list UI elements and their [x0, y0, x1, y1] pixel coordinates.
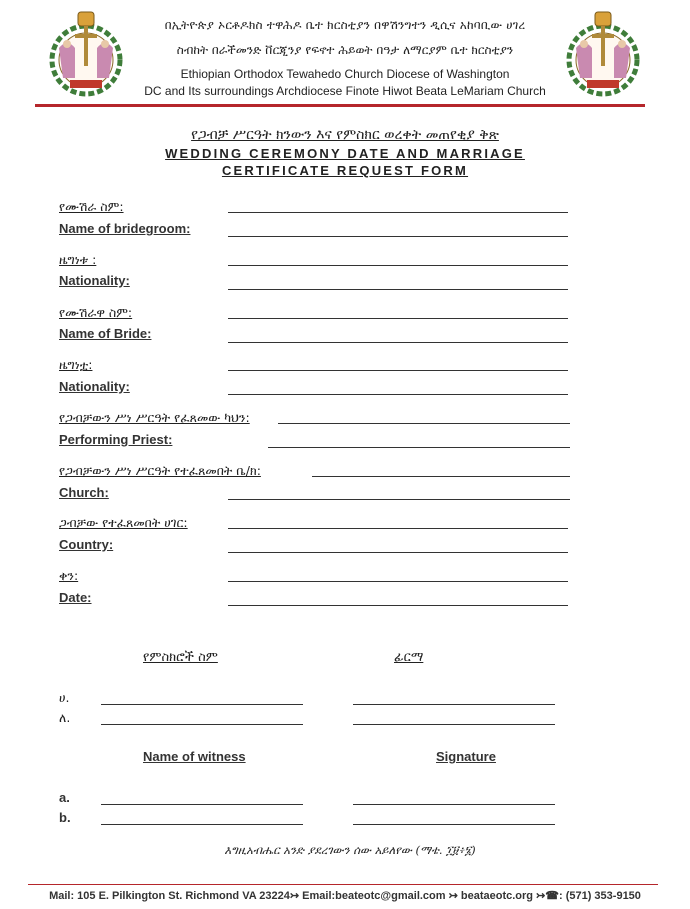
date-line-amharic[interactable]	[228, 581, 568, 582]
field-label-date-amharic: ቀን:	[59, 568, 79, 583]
witness-signature-header: Signature	[436, 749, 496, 764]
bride-name-line[interactable]	[228, 342, 568, 343]
bride-nationality-line[interactable]	[228, 394, 568, 395]
witness-a-name-line[interactable]	[101, 804, 303, 805]
witness-1-signature-line-amharic[interactable]	[353, 704, 555, 705]
witness-1-name-line-amharic[interactable]	[101, 704, 303, 705]
witness-2-signature-line-amharic[interactable]	[353, 724, 555, 725]
church-name-line-amharic[interactable]	[312, 476, 570, 477]
field-label-bridegroom-amharic: የሙሽራ ስም:	[59, 199, 124, 214]
field-label-bride-english: Name of Bride:	[59, 326, 152, 341]
witness-b-name-line[interactable]	[101, 824, 303, 825]
church-crest-right-icon	[562, 8, 644, 100]
bride-nationality-line-amharic[interactable]	[228, 370, 568, 371]
field-label-country-amharic: ጋብቻው የተፈጸመበት ሀገር:	[59, 515, 188, 530]
country-line-amharic[interactable]	[228, 528, 568, 529]
footer-contact: Mail: 105 E. Pilkington St. Richmond VA 23224↣ Email:beateotc@gmail.com ↣ beataeotc.org ↣☎: (571) 353-9150	[49, 890, 641, 902]
witness-letter-a: a.	[59, 790, 70, 805]
groom-nationality-line-amharic[interactable]	[228, 265, 568, 266]
field-label-country-english: Country:	[59, 537, 114, 552]
field-label-priest-amharic: የጋብቻውን ሥነ ሥርዓት የፈጸመው ካህን:	[59, 410, 250, 425]
witness-signature-header-amharic: ፊርማ	[394, 650, 424, 665]
bridegroom-name-line-amharic[interactable]	[228, 212, 568, 213]
witness-name-header: Name of witness	[143, 749, 246, 764]
church-name-line[interactable]	[228, 499, 570, 500]
header-amharic-line-1: በኢትዮጵያ ኦርቶዶክስ ተዋሕዶ ቤተ ክርስቲያን በዋሽንግተን ዲሲና አከባቢው ሀገረ	[164, 18, 526, 32]
field-label-bride-nationality-english: Nationality:	[59, 379, 130, 394]
form-title-english-line-1: WEDDING CEREMONY DATE AND MARRIAGE	[165, 146, 525, 161]
date-line[interactable]	[228, 605, 568, 606]
header-english-line-2: DC and Its surroundings Archdiocese Finote Hiwot Beata LeMariam Church	[144, 84, 546, 98]
footer-divider	[28, 884, 658, 885]
field-label-groom-nationality-english: Nationality:	[59, 273, 130, 288]
field-label-church-english: Church:	[59, 485, 109, 500]
country-line[interactable]	[228, 552, 568, 553]
form-title-amharic: የጋብቻ ሥርዓት ክንውን እና የምስክር ወረቀት መጠየቂያ ቅጽ	[191, 127, 499, 143]
groom-nationality-line[interactable]	[228, 289, 568, 290]
header-amharic-line-2: ስብከት በራችመንድ ቨርጂንያ የፍኖተ ሕይወት በዓታ ለማርያም ቤተ ክርስቲያን	[176, 43, 514, 57]
field-label-groom-nationality-amharic: ዜግነቱ :	[59, 252, 97, 267]
form-title-english-line-2: CERTIFICATE REQUEST FORM	[221, 163, 469, 178]
church-crest-left-icon	[45, 8, 127, 100]
field-label-bridegroom-english: Name of bridegroom:	[59, 221, 191, 236]
field-label-church-amharic: የጋብቻውን ሥነ ሥርዓት የተፈጸመበት ቤ/ክ:	[59, 463, 261, 478]
field-label-bride-nationality-amharic: ዜግነቷ:	[59, 357, 93, 372]
scripture-quote: እግዚአብሔር አንድ ያደረገውን ሰው አይለየው (ማቴ. ፲፱፥፮)	[224, 843, 476, 857]
bridegroom-name-line[interactable]	[228, 236, 568, 237]
header-english-line-1: Ethiopian Orthodox Tewahedo Church Diocese of Washington	[180, 67, 510, 81]
witness-b-signature-line[interactable]	[353, 824, 555, 825]
witness-letter-2-amharic: ለ.	[59, 710, 71, 725]
witness-a-signature-line[interactable]	[353, 804, 555, 805]
priest-name-line-amharic[interactable]	[278, 423, 570, 424]
bride-name-line-amharic[interactable]	[228, 318, 568, 319]
witness-letter-1-amharic: ሀ.	[59, 690, 70, 705]
witness-letter-b: b.	[59, 810, 71, 825]
field-label-priest-english: Performing Priest:	[59, 432, 173, 447]
field-label-date-english: Date:	[59, 590, 92, 605]
witness-2-name-line-amharic[interactable]	[101, 724, 303, 725]
witness-name-header-amharic: የምስክሮች ስም	[143, 650, 218, 665]
header-divider	[35, 104, 645, 107]
priest-name-line[interactable]	[268, 447, 570, 448]
field-label-bride-amharic: የሙሽራዋ ስም:	[59, 305, 133, 320]
